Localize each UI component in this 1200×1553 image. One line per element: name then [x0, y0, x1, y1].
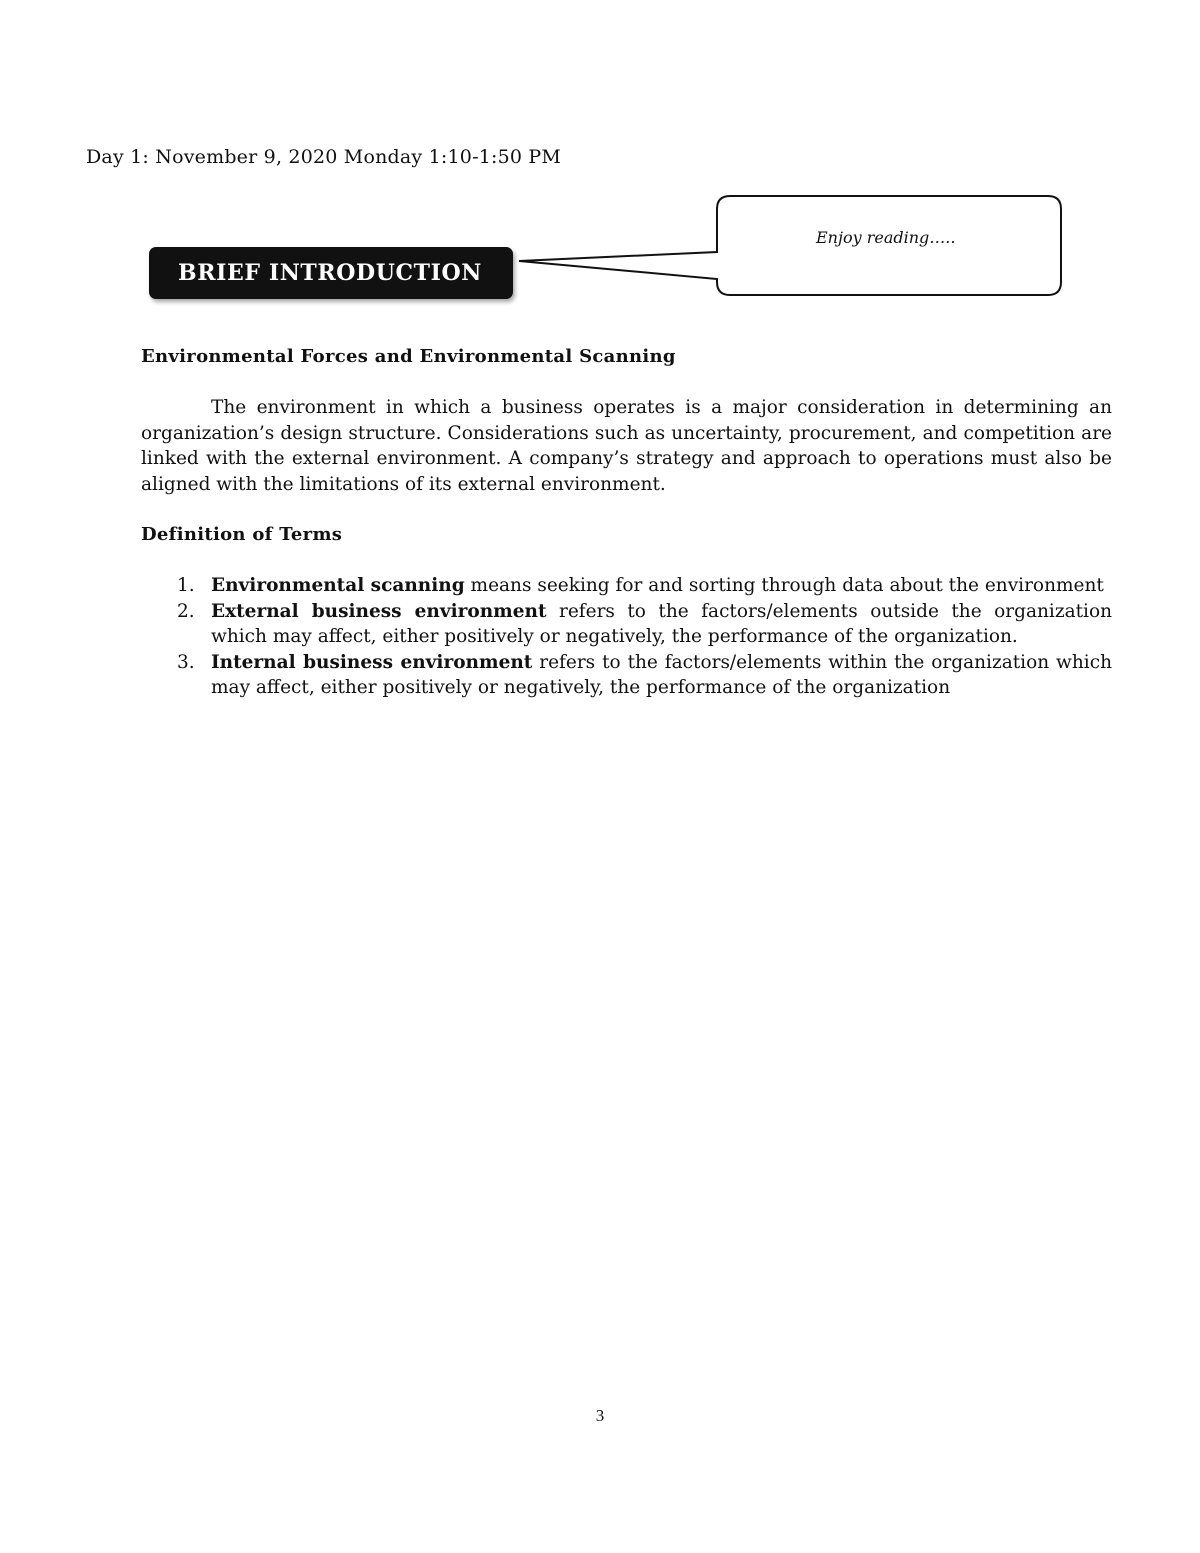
- page-number: 3: [595, 1406, 605, 1425]
- list-item: [141, 650, 1112, 701]
- banner-title: BRIEF INTRODUCTION: [178, 260, 482, 286]
- intro-paragraph: The environment in which a business operates is a major consideration in determining an organization’s design structure. Considerations such as uncertainty, procurement, and competition are linked with the external environment. A company’s strategy and approach to operations must also be aligned with the limitations of its external environment.: [141, 397, 1112, 495]
- term-definition: refers to the factors/elements outside the organization which may affect, either positively or negatively, the performance of the organization.: [211, 600, 1113, 647]
- term-definition: means seeking for and sorting through data about the environment: [464, 575, 1104, 596]
- list-item: [141, 573, 1112, 599]
- section-heading-environmental-forces: Environmental Forces and Environmental Scanning: [141, 346, 676, 367]
- section-heading-definition-of-terms: Definition of Terms: [141, 524, 343, 545]
- date-line: Day 1: November 9, 2020 Monday 1:10-1:50 PM: [86, 146, 562, 168]
- list-item: [141, 599, 1112, 650]
- term-name: Internal business environment: [211, 651, 533, 673]
- callout-text: Enjoy reading…..: [816, 228, 956, 247]
- term-name: External business environment: [211, 600, 547, 622]
- callout-bubble-outline: [519, 196, 1061, 295]
- list-item-number: 1.: [177, 575, 195, 596]
- terms-list: [141, 573, 1112, 701]
- brief-introduction-banner: [149, 247, 513, 299]
- list-item-number: 2.: [177, 600, 195, 622]
- term-name: Environmental scanning: [211, 575, 465, 596]
- term-definition: refers to the factors/elements within the organization which may affect, either positively or negatively, the performance of the organization: [211, 651, 1112, 698]
- list-item-number: 3.: [177, 651, 195, 673]
